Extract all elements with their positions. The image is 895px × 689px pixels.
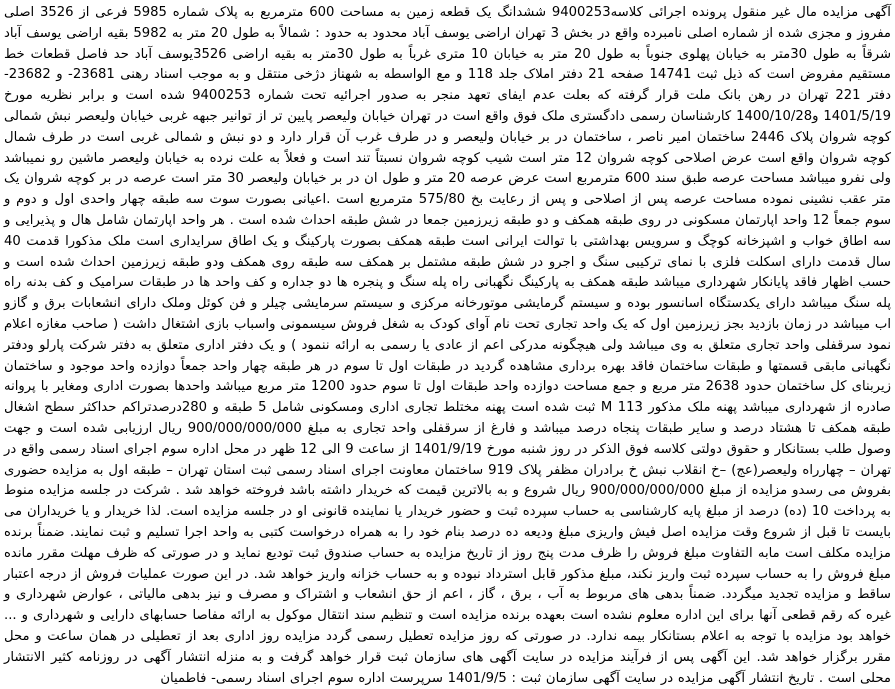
notice-body-text: آگهی مزایده مال غیر منقول پرونده اجرائی کلاسه9400253 ششدانگ یک قطعه زمین به مساحت 600 مترمربع به پلاک شماره 5985 فرعی از 3526 اصلی مفروز و مجزی شده از شماره اصلی نامبرده واقع در بخش 3 تهران اراضی یوسف آباد محدود به حدود : شمالاً به طول 20 متر به 5982 بقیه اراضی یوسف آباد شرقاً به طول 30متر به خیابان پهلوی جنوباً به طول 20 متر به خیابان 10 متری غرباً به طول 30متر به بقیه اراضی 3526یوسف آباد حد فاصل قطعات خط مستقیم مفروض است که ذیل ثبت 14741 صفحه 21 دفتر املاک جلد 118 و مع الواسطه به شهناز دژخی منتقل و به موجب اسناد رهنی 23681- و 23682- دفتر 221 تهران در رهن بانک ملت قرار گرفته که بعلت عدم ایفای تعهد منجر به صدور اجرائیه تحت شماره 9400253 شده است و برابر نظریه مورخ 1401/5/19 و1400/10/28 کارشناسان رسمی دادگستری ملک فوق واقع است در تهران خیابان ولیعصر پایین تر از توانیر جبهه غربی خیابان ولیعصر نبش شمالی کوچه شروان پلاک 2446 ساختمان امیر ناصر ، ساختمان در بر خیابان ولیعصر و در طرف غرب آن قرار دارد و دو نبش و شمالی غربی است در طرف شمال کوچه شروان واقع است عرض اصلاحی کوچه شروان 12 متر است شیب کوچه شروان نسبتاً تند است و فعلاً به علت نرده به خیابان ولیعصر ماشین رو نمیباشد ولی نفرو میباشد مساحت عرصه طبق سند 600 مترمربع است عرض عرصه 20 متر و طول ان در بر خیابان ولیعصر 30 متر است عرصه در بر کوچه شروان یک متر عقب نشینی نموده مساحت عرصه پس از اصلاحی و پس از رعایت بخ 575/80 مترمربع است .اعیانی بصورت سوت سه طبقه چهار واحدی اول و دوم و سوم جمعاً 12 واحد اپارتمان مسکونی در روی طبقه همکف و دو طبقه زیرزمین جمعا در شش طبقه احداث شده است . هر واحد اپارتمان شامل هال و پذیرایی و سه اطاق خواب و اشپزخانه کوچگ و سرویس بهداشتی با توالت ایرانی است طبقه همکف بصورت پارکینگ و یک اطاق سرایداری است ملک مذکورا قدمت 40 سال قدمت دارای اسکلت فلزی با نمای ترکیبی سنگ و اجرو در شش طبقه مشتمل بر همکف سه طبقه روی همکف ودو طبقه زیرزمین احداث شده است و حسب اظهار فاقد پایانکار شهرداری میباشد طبقه همکف به پارکینگ نگهبانی راه پله سنگ و پنجره ها دو جداره و کف واحد ها در طبقات سرامیک و کف بدنه راه پله سنگ میباشد دارای یکدستگاه اسانسور بوده و سیستم گرمایشی موتورخانه مرکزی و سیستم سرمایشی چیلر و فن کوئل وملک دارای انشعابات برق و گازو اب میباشد در زمان بازدید بجز زیرزمین اول که یک واحد تجاری تحت نام آوای کودک به شغل فروش سیسمونی واسباب بازی اشتغال داشت ( صاحب مغازه اعلام نمود سرقفلی واحد تجاری متعلق به وی میباشد ولی هیچگونه مدرکی اعم از عادی یا رسمی به ارائه ننمود ) و یک دفتر اداری متعلق به دفتر شرکت پارلو ودفتر نگهبانی مابقی قسمتها و طبقات ساختمان فاقد بهره برداری مشاهده گردید در طبقات اول تا سوم در هر طبقه چهار واحد جمعاً دوازده واحد موجود و ساختمان زیربنای کل ساختمان حدود 2638 متر مربع و جمع مساحت دوازده واحد طبقات اول تا سوم حدود 1200 متر مربع میباشد واحدها بصورت اداری ومغایر با پروانه صادره از شهرداری میباشد پهنه ملک مذکور M 113 ثبت شده است پهنه مختلط تجاری اداری ومسکونی شامل 5 طبقه و 280درصدتراکم حداکثر سطح اشغال طبقه همکف تا هشتاد درصد و سایر طبقات پنجاه درصد میباشد و فارغ از سرقفلی واحد تجاری به مبلغ 900/000/000/000 ریال ارزیابی شده است و جهت وصول طلب بستانکار و حقوق دولتی کلاسه فوق الذکر در روز شنبه مورخ 1401/9/19 از ساعت 9 الی 12 ظهر در محل اداره سوم اجرای اسناد رسمی واقع در تهران – چهارراه ولیعصر(عج) –خ انقلاب نبش خ برادران مظفر پلاک 919 ساختمان معاونت اجرای اسناد رسمی ثبت استان تهران – طبقه اول به مزایده حضوری بفروش می رسدو مزایده از مبلغ 900/000/000/000 ریال شروع و به بالاترین قیمت که خریدار داشته باشد فروخته خواهد شد . شرکت در جلسه مزایده منوط به پرداخت 10 (ده) درصد از مبلغ پایه کارشناسی به حساب سپرده ثبت و حضور خریدار یا نماینده قانونی او در جلسه مزایده است. لذا خریدار و یا خریداران می بایست تا قبل از شروع وقت مزایده اصل فیش واریزی مبلغ ودیعه ده درصد بنام خود را به همراه درخواست کتبی به واحد اجرا تسلیم و ثبت نمایند. ضمناً برنده مزایده مکلف است مابه التفاوت مبلغ فروش را ظرف مدت پنج روز از تاریخ مزایده به حساب صندوق ثبت تودیع نماید و در صورتی که ظرف مهلت مقرر مانده مبلغ فروش را به حساب سپرده ثبت واریز نکند، مبلغ مذکور قابل استرداد نبوده و به حساب خزانه واریز خواهد شد. در این صورت عملیات فروش از درجه اعتبار ساقط و مزایده تجدید میگردد. ضمناً بدهی های مربوط به آب ، برق ، گاز ، اعم از حق انشعاب و اشتراک و مصرف و نیز بدهی مالیاتی ، عوارض شهرداری و غیره که رقم قطعی آنها برای این اداره معلوم نشده است بعهده برنده مزایده است و تنظیم سند انتقال موکول به ارائه مفاصا حسابهای دارایی و شهرداری و ... خواهد بود مزایده با توجه به اعلام بستانکار بیمه ندارد. در صورتی که روز مزایده تعطیل رسمی گردد مزایده روز اداری بعد از تعطیلی در همان ساعت و محل مقرر برگزار خواهد شد. این آگهی پس از فرآیند مزایده در سایت آگهی های سازمان ثبت قرار خواهد گرفت و به منزله انتشار آگهی در روزنامه کثیر الانتشار محلی است . تاریخ انتشار آگهی مزایده در سایت آگهی سازمان ثبت : 1401/9/5 سرپرست اداره سوم اجرای اسناد رسمی- فاطمیان xyxy=(4,5,892,686)
